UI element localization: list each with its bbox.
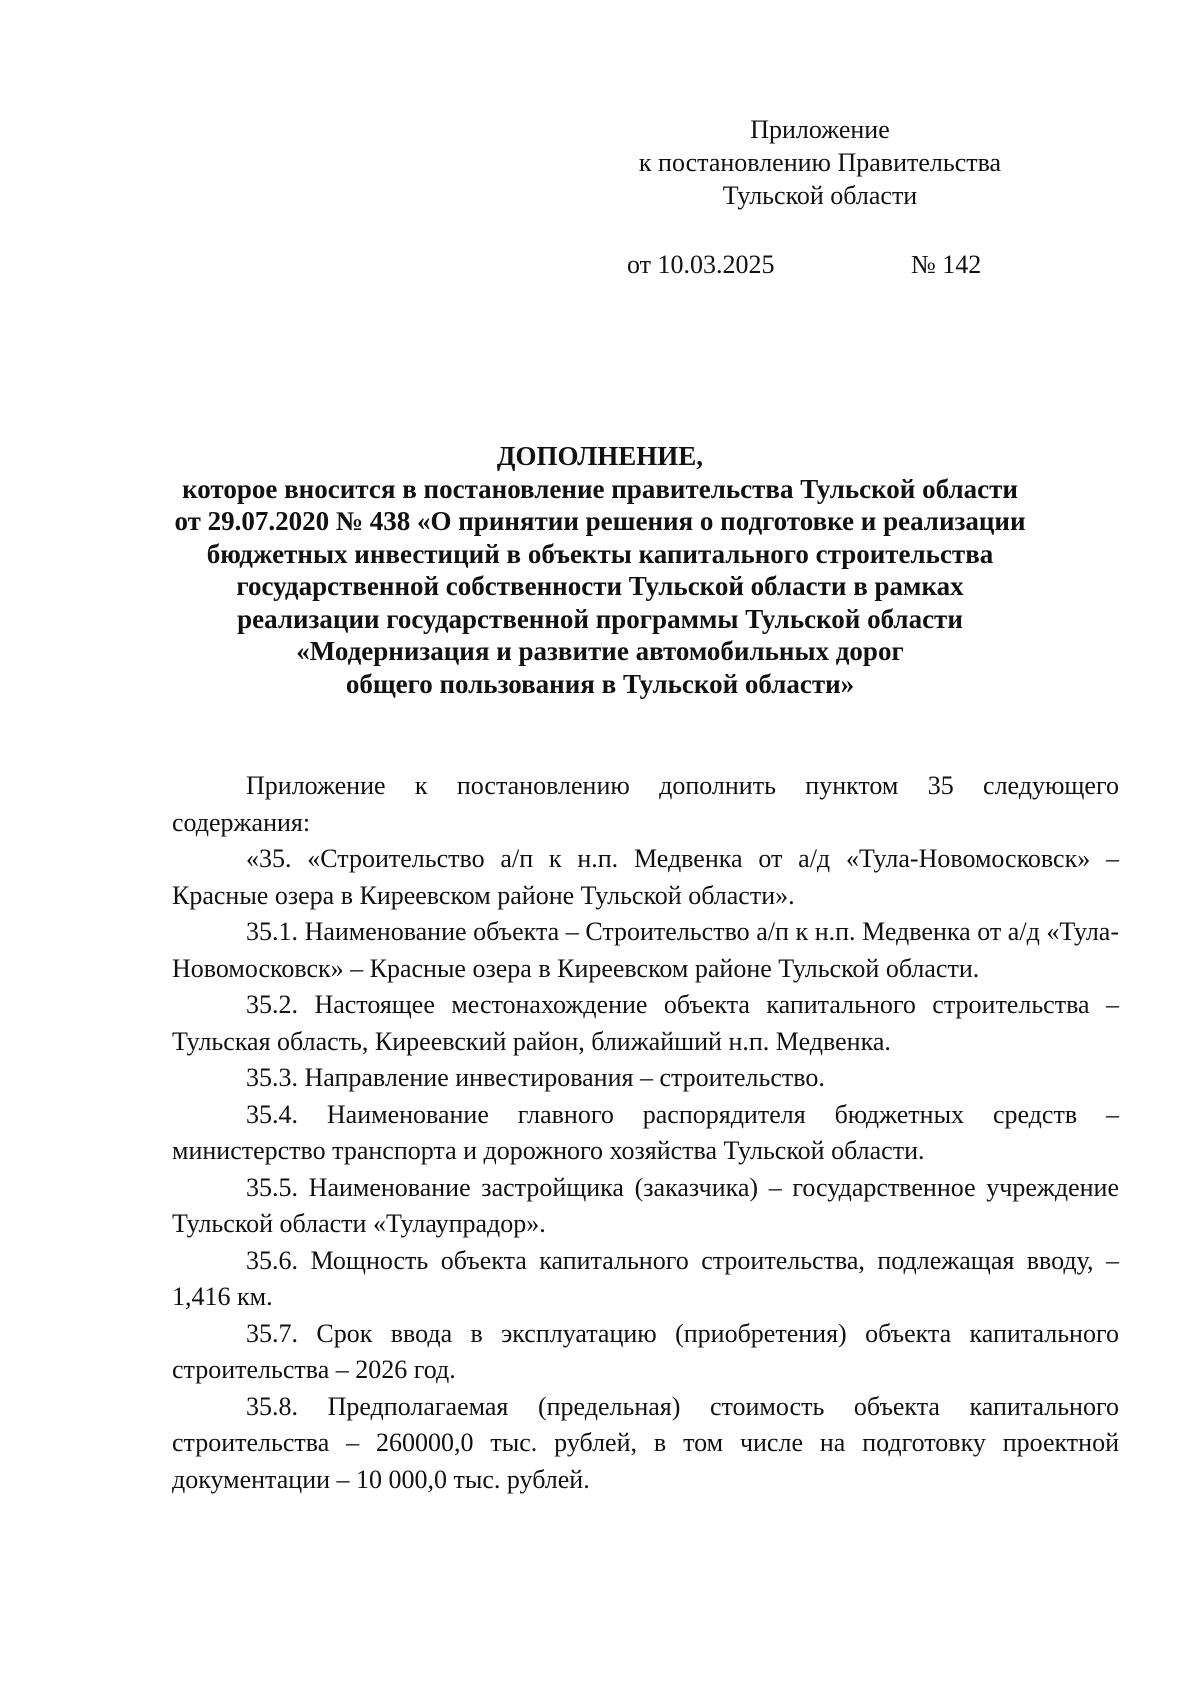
appendix-reference — [620, 113, 1020, 212]
title-line-8: общего пользования в Тульской области» — [345, 668, 855, 699]
resolution-number: № 142 — [911, 250, 982, 279]
title-line-3: от 29.07.2020 № 438 «О принятии решения о подготовке и реализации — [174, 506, 1026, 536]
paragraph-35-5: 35.5. Наименование застройщика (заказчика) – государственное учреждение Тульской области «Тулаупрадор». — [172, 1172, 1119, 1238]
appendix-line-2: к постановлению Правительства — [638, 148, 1002, 177]
paragraph-35-7: 35.7. Срок ввода в эксплуатацию (приобретения) объекта капитального строительства – 2026 год. — [172, 1318, 1119, 1384]
document-body — [172, 768, 1119, 1498]
paragraph-35: «35. «Строительство а/п к н.п. Медвенка от а/д «Тула-Новомосковск» – Красные озера в Киреевском районе Тульской области». — [172, 844, 1119, 910]
title-line-2: которое вносится в постановление правительства Тульской области — [182, 473, 1018, 504]
appendix-line-3: Тульской области — [722, 181, 918, 210]
paragraph-35-2: 35.2. Настоящее местонахождение объекта капитального строительства – Тульская область, Киреевский район, ближайший н.п. Медвенка. — [172, 990, 1119, 1056]
document-title — [150, 440, 1050, 700]
paragraph-35-6: 35.6. Мощность объекта капитального строительства, подлежащая вводу, – 1,416 км. — [172, 1245, 1119, 1311]
title-line-4: бюджетных инвестиций в объекты капитального строительства — [206, 538, 994, 569]
title-line-1: ДОПОЛНЕНИЕ, — [496, 441, 704, 471]
title-line-6: реализации государственной программы Тульской области — [237, 603, 963, 634]
paragraph-35-8: 35.8. Предполагаемая (предельная) стоимость объекта капитального строительства – 260000,0 тыс. рублей, в том числе на подготовку проектной документации – 10 000,0 тыс. рублей. — [172, 1391, 1119, 1494]
title-line-7: «Модернизация и развитие автомобильных дорог — [296, 636, 904, 666]
paragraph-35-4: 35.4. Наименование главного распорядителя бюджетных средств – министерство транспорта и дорожного хозяйства Тульской области. — [172, 1099, 1119, 1165]
paragraph-35-1: 35.1. Наименование объекта – Строительство а/п к н.п. Медвенка от а/д «Тула-Новомосковск» – Красные озера в Киреевском районе Тульской области. — [172, 917, 1119, 983]
resolution-date: от 10.03.2025 — [627, 250, 775, 279]
appendix-line-1: Приложение — [750, 115, 890, 144]
title-line-5: государственной собственности Тульской области в рамках — [236, 571, 964, 601]
paragraph-35-3: 35.3. Направление инвестирования – строительство. — [246, 1063, 825, 1092]
paragraph-intro: Приложение к постановлению дополнить пунктом 35 следующего содержания: — [172, 771, 1119, 837]
